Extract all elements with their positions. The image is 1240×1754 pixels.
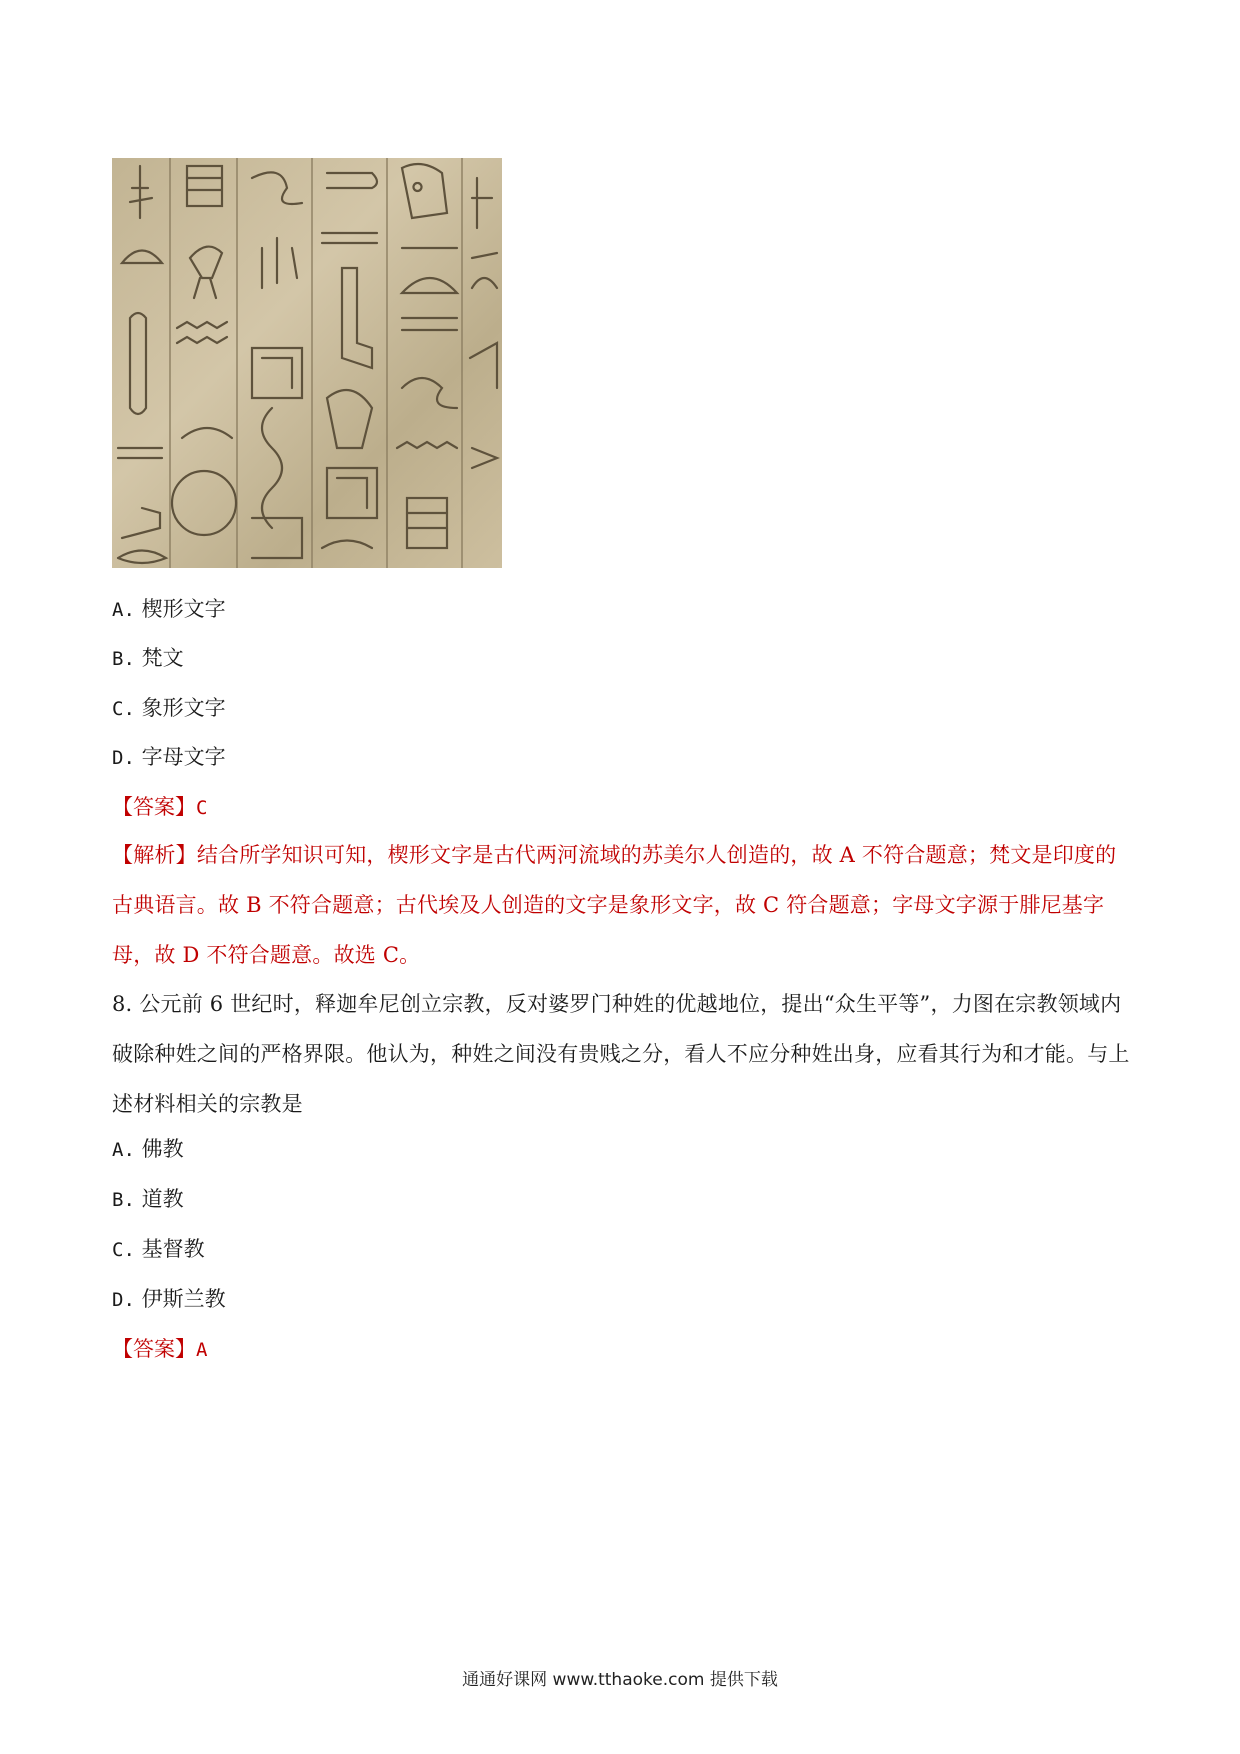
option-text: 伊斯兰教	[141, 1287, 226, 1311]
page-footer: 通通好课网 www.tthaoke.com 提供下载	[462, 1670, 778, 1690]
analysis-text: 结合所学知识可知，楔形文字是古代两河流域的苏美尔人创造的，故 A 不符合题意；梵文是印度的古典语言。故 B 不符合题意；古代埃及人创造的文字是象形文字，故 C 符合题意；字母文字源于腓尼基字母，故 D 不符合题意。故选 C。	[112, 843, 1117, 967]
q7-answer	[112, 792, 207, 823]
option-text: 字母文字	[141, 745, 226, 769]
option-letter: D.	[112, 747, 135, 769]
q8-option-c	[112, 1234, 205, 1265]
option-text: 佛教	[141, 1137, 184, 1161]
analysis-label: 【解析】	[112, 843, 197, 867]
option-letter: B.	[112, 648, 135, 670]
option-letter: D.	[112, 1289, 135, 1311]
q8-option-d	[112, 1284, 226, 1315]
answer-label: 【答案】	[112, 795, 196, 819]
option-text: 梵文	[141, 646, 184, 670]
q7-analysis	[112, 830, 1132, 980]
q7-option-a	[112, 594, 226, 625]
option-letter: A.	[112, 1139, 135, 1161]
q8-option-a	[112, 1134, 184, 1165]
option-letter: C.	[112, 698, 135, 720]
answer-value: A	[196, 1339, 208, 1361]
q7-option-b	[112, 643, 184, 674]
q8-option-b	[112, 1184, 184, 1215]
q8-stem: 8. 公元前 6 世纪时，释迦牟尼创立宗教，反对婆罗门种姓的优越地位，提出“众生平等”，力图在宗教领域内破除种姓之间的严格界限。他认为，种姓之间没有贵贱之分，看人不应分种姓出身，应看其行为和才能。与上述材料相关的宗教是	[112, 992, 1130, 1116]
option-text: 象形文字	[141, 696, 226, 720]
q7-option-d	[112, 742, 226, 773]
option-text: 楔形文字	[141, 597, 226, 621]
option-letter: B.	[112, 1189, 135, 1211]
q7-option-c	[112, 693, 226, 724]
answer-value: C	[196, 797, 208, 819]
hieroglyph-inscription-icon	[112, 158, 502, 568]
hieroglyphs-image	[112, 158, 502, 568]
option-text: 道教	[141, 1187, 184, 1211]
answer-label: 【答案】	[112, 1337, 196, 1361]
option-letter: C.	[112, 1239, 135, 1261]
q8-answer	[112, 1334, 207, 1365]
option-letter: A.	[112, 599, 135, 621]
option-text: 基督教	[141, 1237, 205, 1261]
